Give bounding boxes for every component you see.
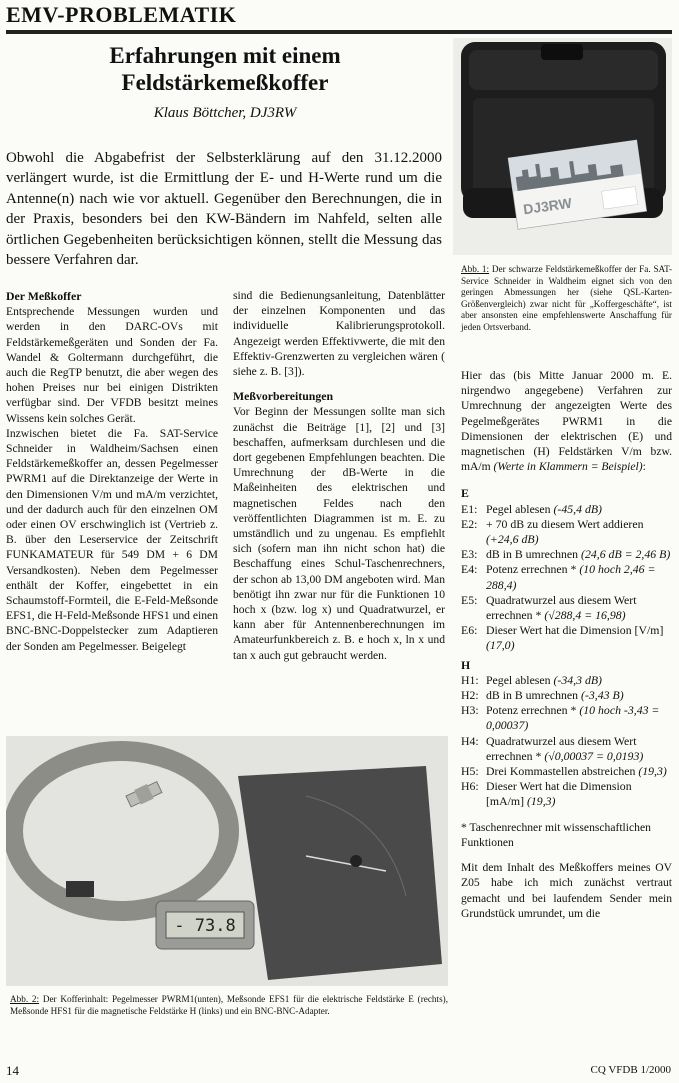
h-step-key: H4: <box>461 733 479 748</box>
e-heading: E <box>461 486 469 501</box>
figure-1-label: Abb. 1: <box>461 264 490 274</box>
e-step <box>461 623 672 653</box>
e-step-text <box>486 547 672 562</box>
page-number: 14 <box>6 1063 19 1078</box>
e-step-key: E3: <box>461 547 478 562</box>
e-step-example: (√288,4 = 16,98) <box>544 608 626 623</box>
h-step-instruction: Drei Kommastellen abstreichen <box>486 764 636 779</box>
col3-last-paragraph: Mit dem Inhalt des Meßkoffers meines OV Z05 habe ich mich zunächst vertraut gemacht und bei laufendem Sender mein Grundstück umrundet, um die <box>461 861 672 920</box>
issue-label: CQ VFDB 1/2000 <box>590 1064 671 1076</box>
e-step-text <box>486 502 672 517</box>
h-step <box>461 779 672 809</box>
h-step-example: (-3,43 B) <box>581 688 624 703</box>
h-step-text <box>486 688 672 703</box>
e-step <box>461 593 672 623</box>
e-step-key: E2: <box>461 516 478 531</box>
h-step <box>461 673 672 688</box>
case-illustration <box>453 38 672 255</box>
e-step-instruction: Pegel ablesen <box>486 501 551 516</box>
e-step <box>461 547 672 562</box>
col2-paragraph-1: sind die Bedienungsanleitung, Datenblätter der einzelnen Komponenten und das individuelle Kalibrierungsprotokoll. Angezeigt werden Effektivwerte, die mit den Effektiv-Grenzwerten zu vergleichen wären ( siehe z. B. [3]). <box>233 289 445 379</box>
h-step-example: (10 hoch -3,43 = 0,00037) <box>486 703 660 733</box>
h-step-instruction: Potenz errechnen * <box>486 703 577 718</box>
e-step-instruction: Dieser Wert hat die Dimension [V/m] <box>486 623 664 638</box>
title-line-2: Feldstärkemeßkoffer <box>121 70 329 95</box>
col1-paragraph-1: Entsprechende Messungen wurden und werden in den DARC-OVs mit Feldstärkemeßgeräten und Sonden der Fa. Wandel & Goltermann durchgeführt, die auch die RegTP benutzt, die aber wegen des hohen Preises nur bei einigen Distrikten verfügbar sind. Der VFDB besitzt meines Wissens kein solches Gerät. <box>6 305 218 425</box>
h-step-key: H1: <box>461 672 479 687</box>
h-step-example: (19,3) <box>638 764 667 779</box>
h-step <box>461 764 672 779</box>
col1-paragraph-2: Inzwischen bietet die Fa. SAT-Service Schneider in Waldheim/Sachsen einen Feldstärkemeßkoffer an, dessen Pegelmesser PWRM1 auf die Direktanzeige der Werte in den Dimensionen V/m und mA/m verzichtet, und der dadurch auch für den einzelnen OM oder einen OV erschwinglich ist (Vertrieb z. B. über den Leserservice der Zeitschrift FUNKAMATEUR für 549 DM + 6 DM Versandkosten). Neben dem Pegelmesser enthält der Koffer, eingebettet in ein Schaumstoff-Formteil, die E-Feld-Meßsonde EFS1, die H-Feld-Meßsonde HFS1 und einen BNC-BNC-Doppelstecker zum Adaptieren der Sonden am Pegelmesser. Beigelegt <box>6 426 218 653</box>
e-step-example: (-45,4 dB) <box>553 501 602 516</box>
e-step-instruction: dB in B umrechnen <box>486 547 579 562</box>
col3-intro-end: : <box>642 460 646 474</box>
figure-2-photo <box>6 736 448 986</box>
footnote: * Taschenrechner mit wissenschaftlichen Funktionen <box>461 820 651 849</box>
meter-display-value: - 73.8 <box>174 916 236 936</box>
e-step <box>461 562 672 592</box>
figure-1-text: Der schwarze Feldstärkemeßkoffer der Fa. SAT-Service Schneider in Waldheim eignet sich von den geringen Abmessungen her (siehe QSL-Karten-Größenvergleich) zwar nicht für „Koffergeschäfte“, ist aber ansonsten eine empfehlenswerte Anschaffung für jeden Ortsverband. <box>461 264 673 332</box>
qsl-card-callsign: DJ3RW <box>522 194 573 218</box>
header-rule <box>6 30 672 34</box>
e-step-key: E5: <box>461 592 478 607</box>
h-step-key: H5: <box>461 764 479 779</box>
intro-paragraph: Obwohl die Abgabefrist der Selbsterklärung auf den 31.12.2000 verlängert wurde, ist die Ermittlung der E- und H-Werte rund um die Antenne(n) nach wie vor aktuell. Gegenüber den Berechnungen, die in der Praxis, besonders bei den KW-Bändern im Nahfeld, selten alle örtlichen Gegebenheiten berücksichtigen können, stellt die Messung das bessere Verfahren dar. <box>6 150 442 269</box>
author-line: Klaus Böttcher, DJ3RW <box>153 105 297 121</box>
e-step-text <box>486 623 672 653</box>
figure-2-caption <box>10 994 448 1017</box>
col2-paragraph-2: Vor Beginn der Messungen sollte man sich zunächst die Beiträge [1], [2] und [3] beschaffen, aufmerksam durchlesen und die dort gegebenen Empfehlungen beachten. Die Umrechnung der dB-Werte in die Maßeinheiten des elektrischen und magnetischen Feldes nach den veröffentlichten Diagrammen ist m. E. zu umständlich und zu ungenau. Es empfiehlt sich (sofern man ihn nicht schon hat) die Beschaffung eines Schul-Taschenrechners, der schon ab 13,00 DM angeboten wird. Man benötigt ihn zwar nur für die Funktionen 10 hoch x (bzw. log x) und Quadratwurzel, er kann aber für Antennenberechnungen im Amateurfunkbereich z. B. e hoch x, ln x und tan x auch gut gebraucht werden. <box>233 405 445 662</box>
h-step-text <box>486 779 672 809</box>
heading-messvorbereitungen: Meßvorbereitungen <box>233 389 334 404</box>
probes-illustration <box>6 736 448 986</box>
h-step-instruction: Pegel ablesen <box>486 672 551 687</box>
h-step-example: (19,3) <box>526 794 556 809</box>
e-step-key: E4: <box>461 562 478 577</box>
e-steps <box>461 486 672 809</box>
article-title <box>70 42 380 96</box>
col3-intro <box>461 368 672 474</box>
h-step-instruction: dB in B umrechnen <box>486 688 579 703</box>
e-step <box>461 517 672 547</box>
h-step-example: (√0,00037 = 0,0193) <box>544 748 644 763</box>
col3-intro-text: Hier das (bis Mitte Januar 2000 m. E. nirgendwo angegebene) Verfahren zur Umrechnung der angezeigten Werte des Pegelmeßgerätes PWRM1 in die Dimensionen der elektrischen (E) und magnetischen (H) Feldstärken V/m bzw. mA/m <box>461 369 672 474</box>
h-heading: H <box>461 657 471 672</box>
figure-2-label: Abb. 2: <box>10 994 40 1004</box>
h-step <box>461 734 672 764</box>
h-step-text <box>486 703 672 733</box>
e-step-example: (17,0) <box>486 638 515 653</box>
e-step-text <box>486 517 672 547</box>
e-step-text <box>486 562 672 592</box>
h-step-key: H6: <box>461 779 479 794</box>
heading-messkoffer: Der Meßkoffer <box>6 289 82 303</box>
h-step-text <box>486 734 672 764</box>
e-step-key: E6: <box>461 623 478 638</box>
figure-1-photo <box>453 38 672 255</box>
h-step-instruction: Dieser Wert hat die Dimension [mA/m] <box>486 779 632 809</box>
e-step-instruction: Quadratwurzel aus diesem Wert errechnen * <box>486 592 637 623</box>
title-line-1: Erfahrungen mit einem <box>109 43 341 68</box>
h-step <box>461 688 672 703</box>
e-step-instruction: Potenz errechnen * <box>486 562 577 577</box>
e-step <box>461 502 672 517</box>
h-step-instruction: Quadratwurzel aus diesem Wert errechnen * <box>486 733 637 763</box>
h-step-text <box>486 673 672 688</box>
column-3 <box>461 368 672 921</box>
col3-intro-italic: (Werte in Klammern = Beispiel) <box>493 460 643 474</box>
h-step <box>461 703 672 733</box>
column-2 <box>233 288 445 663</box>
h-step-example: (-34,3 dB) <box>553 672 602 687</box>
h-step-text <box>486 764 672 779</box>
e-step-example: (10 hoch 2,46 = 288,4) <box>486 562 656 592</box>
section-header: EMV-PROBLEMATIK <box>6 2 237 27</box>
e-step-example: (24,6 dB = 2,46 B) <box>581 547 671 562</box>
e-step-example: (+24,6 dB) <box>486 532 539 547</box>
e-step-text <box>486 593 672 623</box>
figure-2-text: Der Kofferinhalt: Pegelmesser PWRM1(unten), Meßsonde EFS1 für die elektrische Feldstärke E (rechts), Meßsonde HFS1 für die magnetische Feldstärke H (links) und ein BNC-BNC-Adapter. <box>10 994 449 1016</box>
h-step-key: H2: <box>461 688 479 703</box>
column-1 <box>6 289 218 654</box>
figure-1-caption <box>461 264 672 333</box>
e-step-key: E1: <box>461 501 478 516</box>
h-step-key: H3: <box>461 703 479 718</box>
e-step-instruction: + 70 dB zu diesem Wert addieren <box>486 516 644 531</box>
